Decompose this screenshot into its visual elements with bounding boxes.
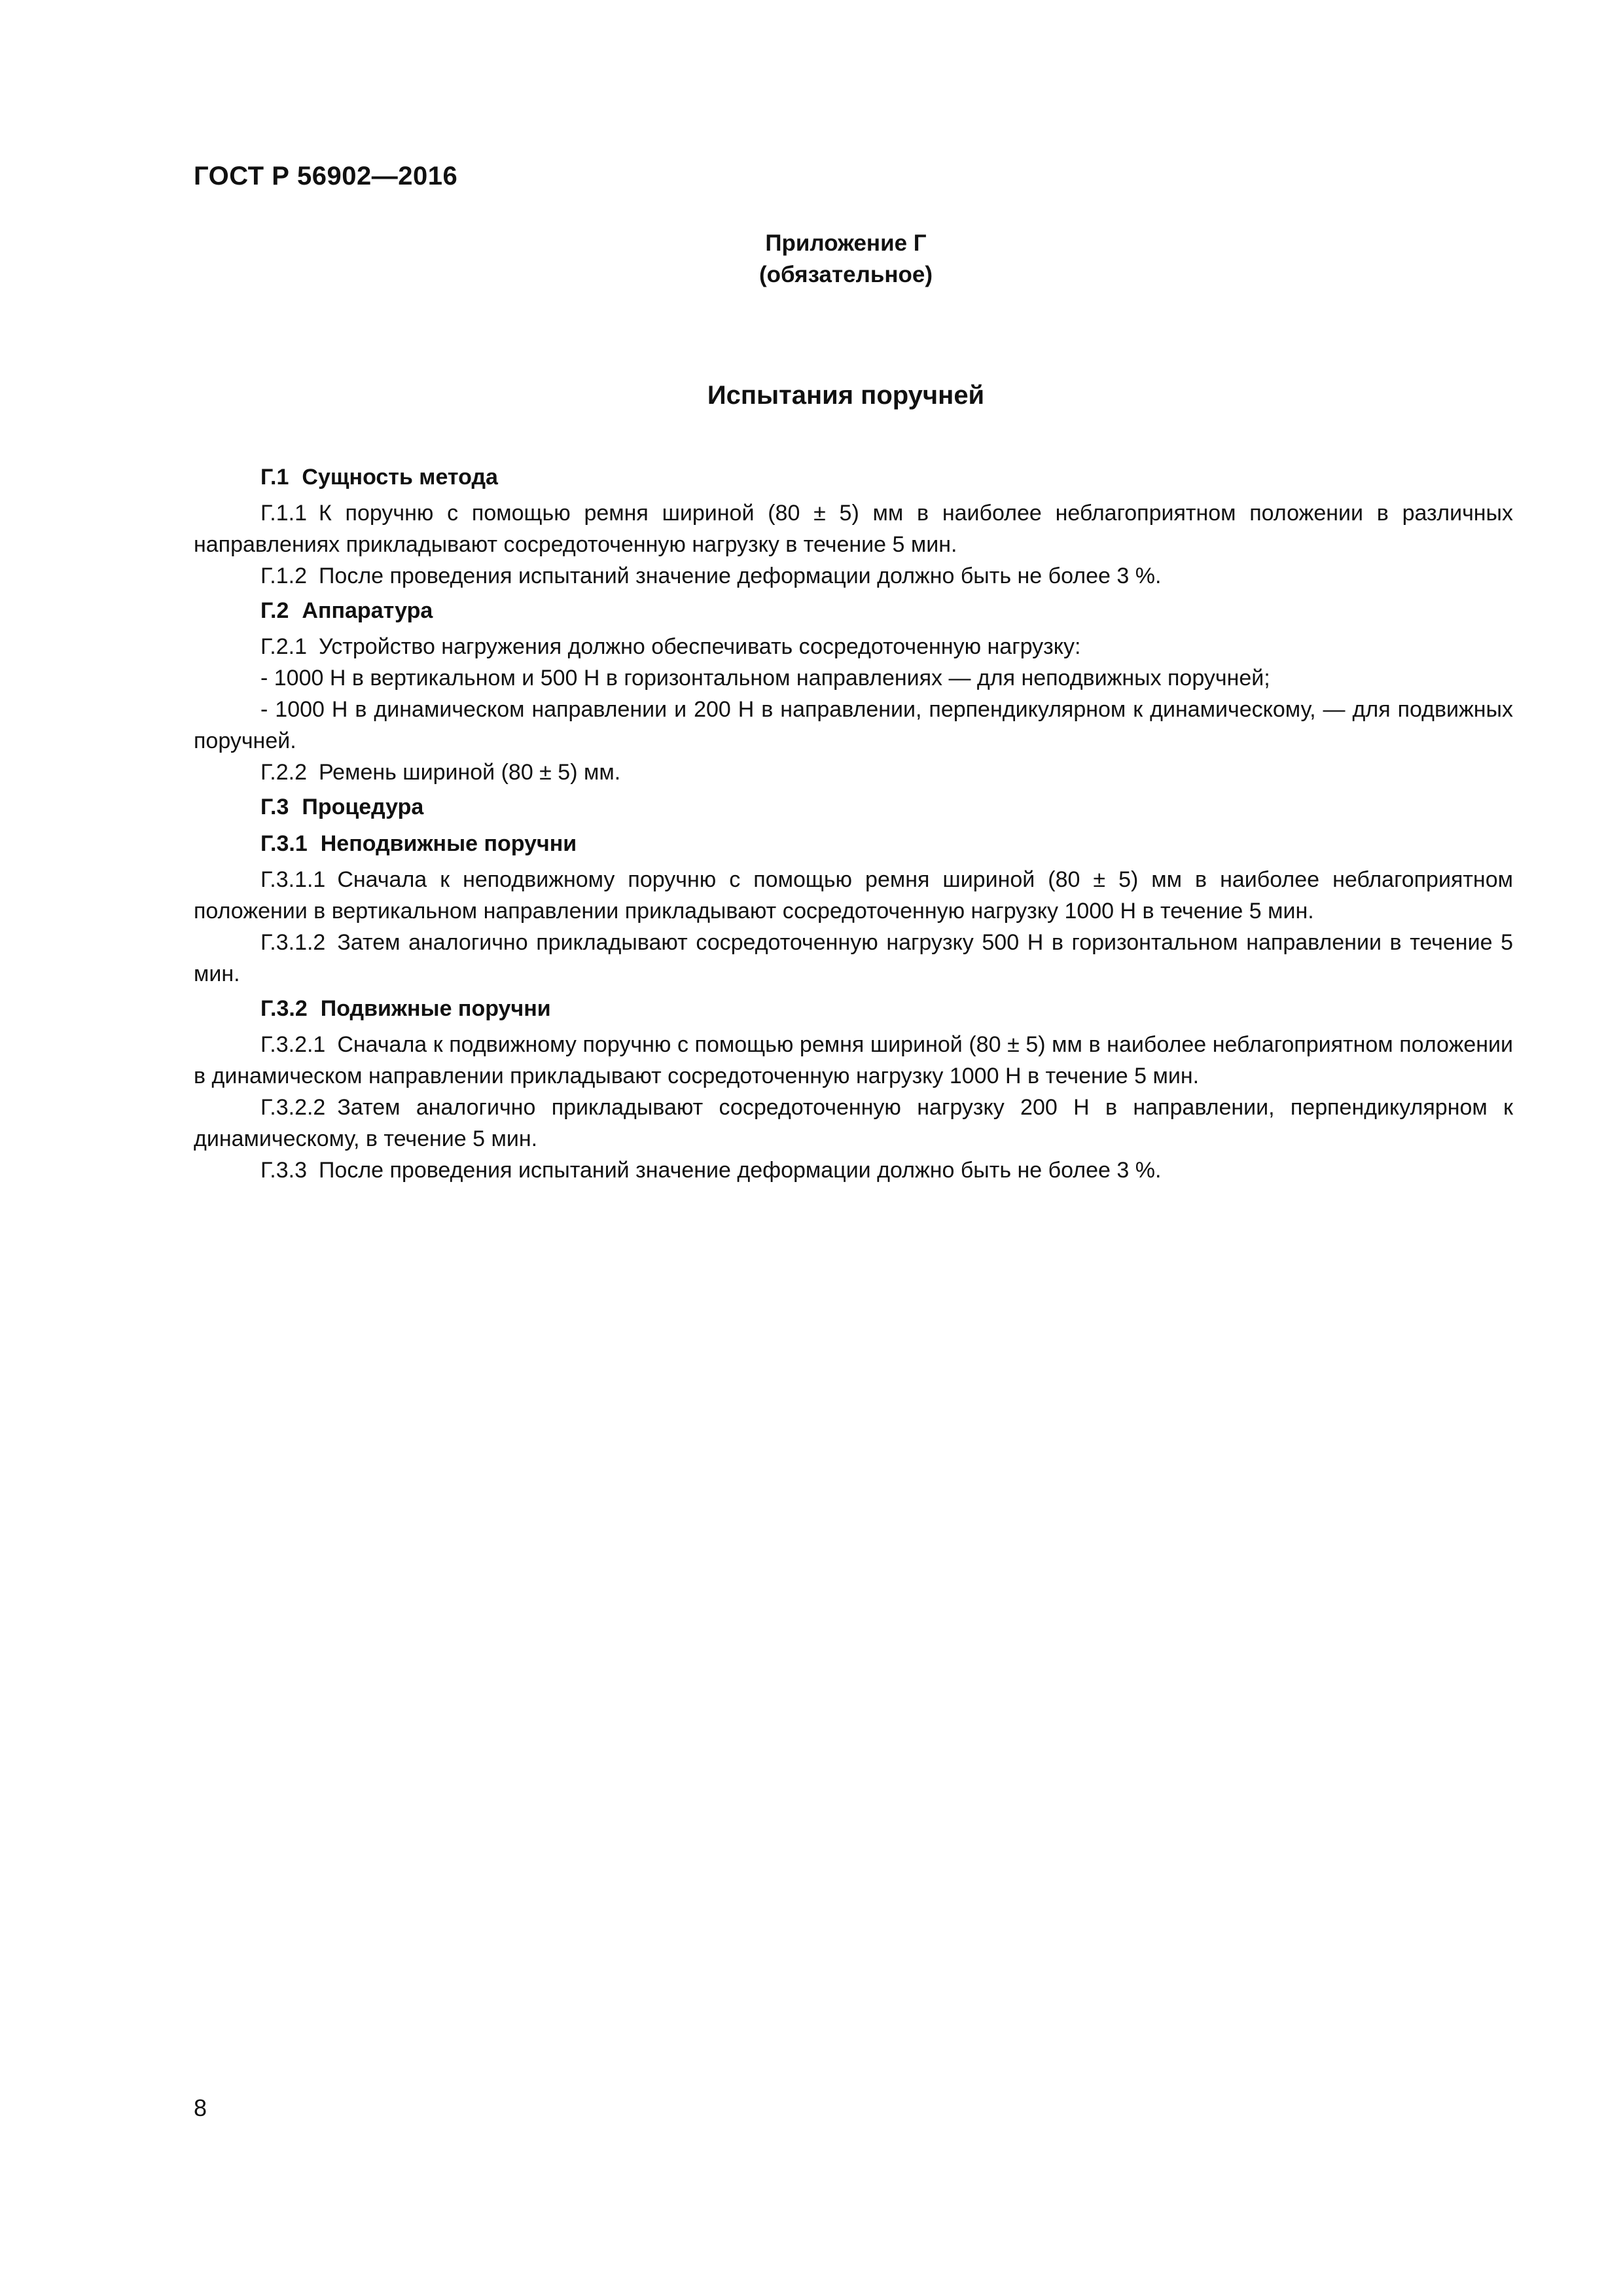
section-number: Г.3.1 [260,831,308,856]
section-title: Процедура [302,795,424,819]
clause-g2-1 [194,631,1513,662]
document-body [194,458,1513,1186]
annex-block [0,228,1623,291]
clause-g1-1 [194,497,1513,560]
section-heading-g1 [194,461,1513,493]
section-heading-g3 [194,791,1513,823]
clause-text: Ремень шириной (80 ± 5) мм. [318,760,621,785]
annex-status: (обязательное) [758,262,933,287]
clause-number: Г.2.2 [260,760,307,785]
clause-g3-3 [194,1155,1513,1186]
clause-number: Г.3.1.1 [260,867,326,892]
subsection-heading-g3-2 [194,992,1513,1025]
clause-g3-2-1 [194,1029,1513,1092]
clause-text: Сначала к подвижному поручню с помощью ремня шириной (80 ± 5) мм в наиболее неблагоприятном положении в динамическом направлении прикладывают сосредоточенную нагрузку 1000 Н в течение 5 мин. [194,1032,1513,1088]
list-item-moving-handrails: - 1000 Н в динамическом направлении и 200 Н в направлении, перпендикулярном к динамическому, — для подвижных поручней. [194,697,1513,753]
section-number: Г.3 [260,795,289,819]
clause-number: Г.3.1.2 [260,930,326,955]
clause-text: К поручню с помощью ремня шириной (80 ± 5) мм в наиболее неблагоприятном положении в различных направлениях прикладывают сосредоточенную нагрузку в течение 5 мин. [194,501,1513,557]
clause-number: Г.1.2 [260,564,307,588]
clause-g3-1-1 [194,864,1513,927]
clause-text: После проведения испытаний значение деформации должно быть не более 3 %. [318,564,1162,588]
section-number: Г.1 [260,465,289,490]
section-title: Неподвижные поручни [320,831,577,856]
clause-g1-2 [194,560,1513,592]
clause-number: Г.3.3 [260,1158,307,1183]
clause-text: После проведения испытаний значение деформации должно быть не более 3 %. [318,1158,1162,1183]
clause-number: Г.3.2.1 [260,1032,326,1057]
clause-text: Затем аналогично прикладывают сосредоточенную нагрузку 500 Н в горизонтальном направлении в течение 5 мин. [194,930,1513,986]
section-number: Г.2 [260,598,289,623]
section-title: Подвижные поручни [320,996,551,1021]
clause-g2-2 [194,757,1513,788]
clause-number: Г.1.1 [260,501,307,526]
clause-g3-2-2 [194,1092,1513,1155]
clause-g3-1-2 [194,927,1513,990]
annex-title: Испытания поручней [707,381,985,410]
clause-text: Устройство нагружения должно обеспечивать сосредоточенную нагрузку: [318,634,1081,659]
section-title: Аппаратура [302,598,433,623]
page-number: 8 [194,2094,207,2121]
clause-text: Затем аналогично прикладывают сосредоточенную нагрузку 200 Н в направлении, перпендикулярном к динамическому, в течение 5 мин. [194,1095,1513,1151]
section-heading-g2 [194,594,1513,627]
subsection-heading-g3-1 [194,827,1513,860]
list-item-fixed-handrails: - 1000 Н в вертикальном и 500 Н в горизонтальном направлениях — для неподвижных поручней; [260,666,1270,691]
annex-label: Приложение Г [765,230,927,256]
clause-text: Сначала к неподвижному поручню с помощью ремня шириной (80 ± 5) мм в наиболее неблагоприятном положении в вертикальном направлении прикладывают сосредоточенную нагрузку 1000 Н в течение 5 мин. [194,867,1513,924]
standard-code-header: ГОСТ Р 56902—2016 [194,162,458,190]
clause-number: Г.3.2.2 [260,1095,326,1120]
section-title: Сущность метода [302,465,498,490]
clause-number: Г.2.1 [260,634,307,659]
section-number: Г.3.2 [260,996,308,1021]
